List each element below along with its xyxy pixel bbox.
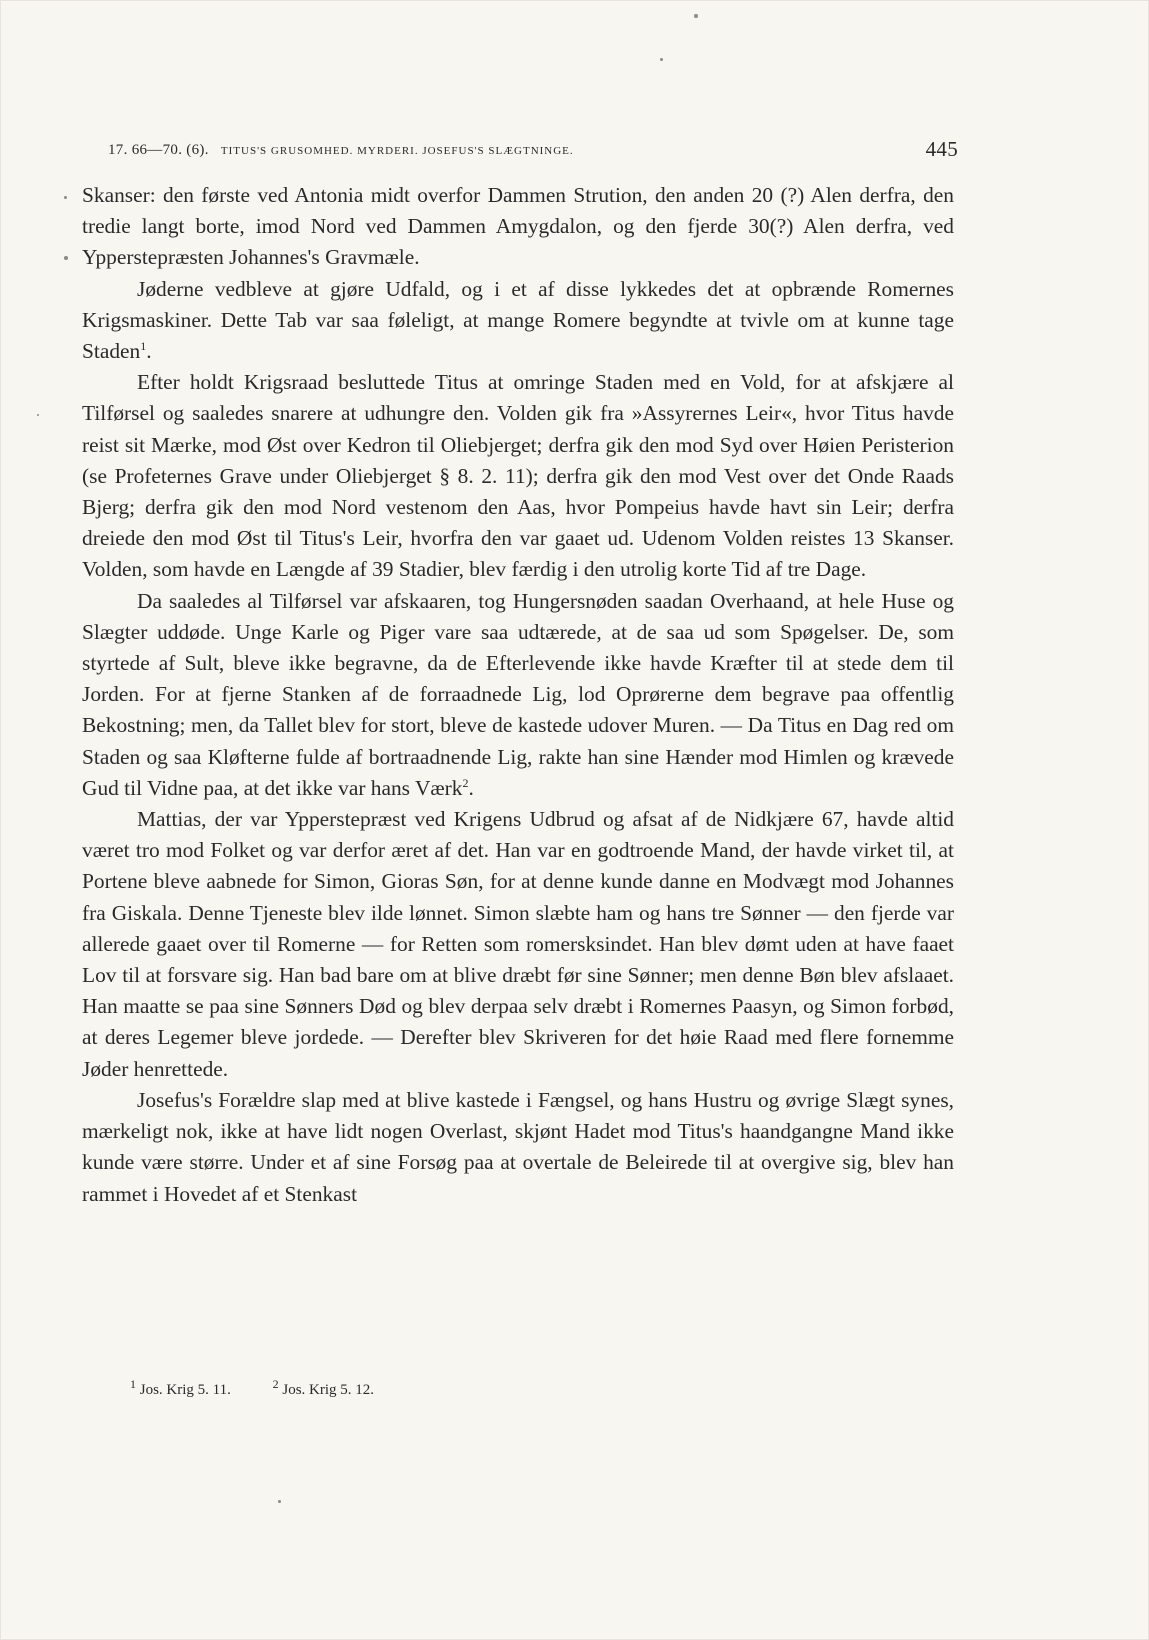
footnote-text: Jos. Krig 5. 11. [139,1382,231,1398]
chapter-caption: TITUS'S GRUSOMHED. MYRDERI. JOSEFUS'S SLÆGTNINGE. [220,145,574,157]
footnote-1 [130,1377,231,1398]
paragraph-text: Da saaledes al Tilførsel var afskaaren, tog Hungersnøden saadan Overhaand, at hele Huse og Slægter uddøde. Unge Karle og Piger vare saa udtærede, at de saa ud som Spøgelser. De, som styrtede af Sult, bleve ikke begravne, da de Efterlevende ikke havde Kræfter til at stede dem til Jorden. For at fjerne Stanken af de forraadnede Lig, lod Oprørerne dem begrave paa offentlig Bekostning; men, da Tallet blev for stort, bleve de kastede udover Muren. — Da Titus en Dag red om Staden og saa Kløfterne fulde af bortraadnende Lig, rakte han sine Hænder mod Himlen og krævede Gud til Vidne paa, at det ikke var hans Værk [82,588,954,800]
footnote-text: Jos. Krig 5. 12. [282,1382,375,1398]
running-head [108,137,958,166]
paper-speck [64,256,68,260]
running-head-text [108,142,574,159]
paragraph-text: Jøderne vedbleve at gjøre Udfald, og i et af disse lykkedes det at opbrænde Romernes Krigsmaskiner. Dette Tab var saa føleligt, at mange Romere begyndte at tvivle om at kunne tage Staden [82,276,954,364]
paragraph-text: Skanser: den første ved Antonia midt overfor Dammen Strution, den anden 20 (?) Alen derfra, den tredie langt borte, imod Nord ved Dammen Amygdalon, og den fjerde 30(?) Alen derfra, ved Ypperstepræsten Johannes's Gravmæle. [82,183,954,270]
page-number: 445 [925,137,958,161]
paragraph-3 [82,367,954,585]
footnotes [130,1377,412,1399]
paragraph-5 [82,804,954,1085]
paragraph-1 [82,180,954,274]
section-reference: 17. 66—70. (6). [108,142,209,158]
paper-speck [278,1500,281,1503]
paragraph-6 [82,1085,954,1210]
paragraph-text: Mattias, der var Ypperstepræst ved Krigens Udbrud og afsat af de Nidkjære 67, havde altid været tro mod Folket og var derfor æret af det. Han var en godtroende Mand, der havde virket til, at Portene bleve aabnede for Simon, Gioras Søn, for at denne kunde danne en Modvægt mod Johannes fra Giskala. Denne Tjeneste blev ilde lønnet. Simon slæbte ham og hans tre Sønner — den fjerde var allerede gaaet over til Romerne — for Retten som romersksindet. Han blev dømt uden at have faaet Lov til at forsvare sig. Han bad bare om at blive dræbt før sine Sønner; men denne Bøn blev afslaaet. Han maatte se paa sine Sønners Død og blev derpaa selv dræbt i Romernes Paasyn, og Simon forbød, at deres Legemer bleve jordede. — Derefter blev Skriveren for det høie Raad med flere fornemme Jøder henrettede. [82,807,954,1081]
paragraph-2 [82,274,954,368]
footnote-mark: 2 [272,1377,279,1391]
paragraph-end: . [146,339,152,364]
paragraph-text: Efter holdt Krigsraad besluttede Titus at omringe Staden med en Vold, for at afskjære al Tilførsel og saaledes snarere at udhungre den. Volden gik fra »Assyrernes Leir«, hvor Titus havde reist sit Mærke, mod Øst over Kedron til Oliebjerget; derfra gik den mod Syd over Høien Peristerion (se Profeternes Grave under Oliebjerget § 8. 2. 11); derfra gik den mod Vest over det Onde Raads Bjerg; derfra gik den mod Nord vestenom den Aas, hvor Pompeius havde havt sin Leir; derfra dreiede den mod Øst til Titus's Leir, hvorfra den var gaaet ud. Udenom Volden reistes 13 Skanser. Volden, som havde en Længde af 39 Stadier, blev færdig i den utrolig korte Tid af tre Dage. [82,370,954,582]
footnote-reference: 2 [462,775,469,790]
paragraph-4 [82,586,954,804]
paper-speck [37,414,39,416]
paper-speck [660,58,663,61]
body-text [82,180,954,1210]
footnote-mark: 1 [130,1377,136,1391]
paragraph-text: Josefus's Forældre slap med at blive kastede i Fængsel, og hans Hustru og øvrige Slægt synes, mærkeligt nok, ikke at have lidt nogen Overlast, skjønt Hadet mod Titus's haandgangne Mand ikke kunde være større. Under et af sine Forsøg paa at overtale de Beleirede til at overgive sig, blev han rammet i Hovedet af et Stenkast [82,1087,954,1206]
paragraph-end: . [468,775,474,800]
footnote-reference: 1 [140,338,147,353]
paper-speck [64,196,67,199]
footnote-2 [272,1377,375,1398]
paper-speck [694,14,698,18]
